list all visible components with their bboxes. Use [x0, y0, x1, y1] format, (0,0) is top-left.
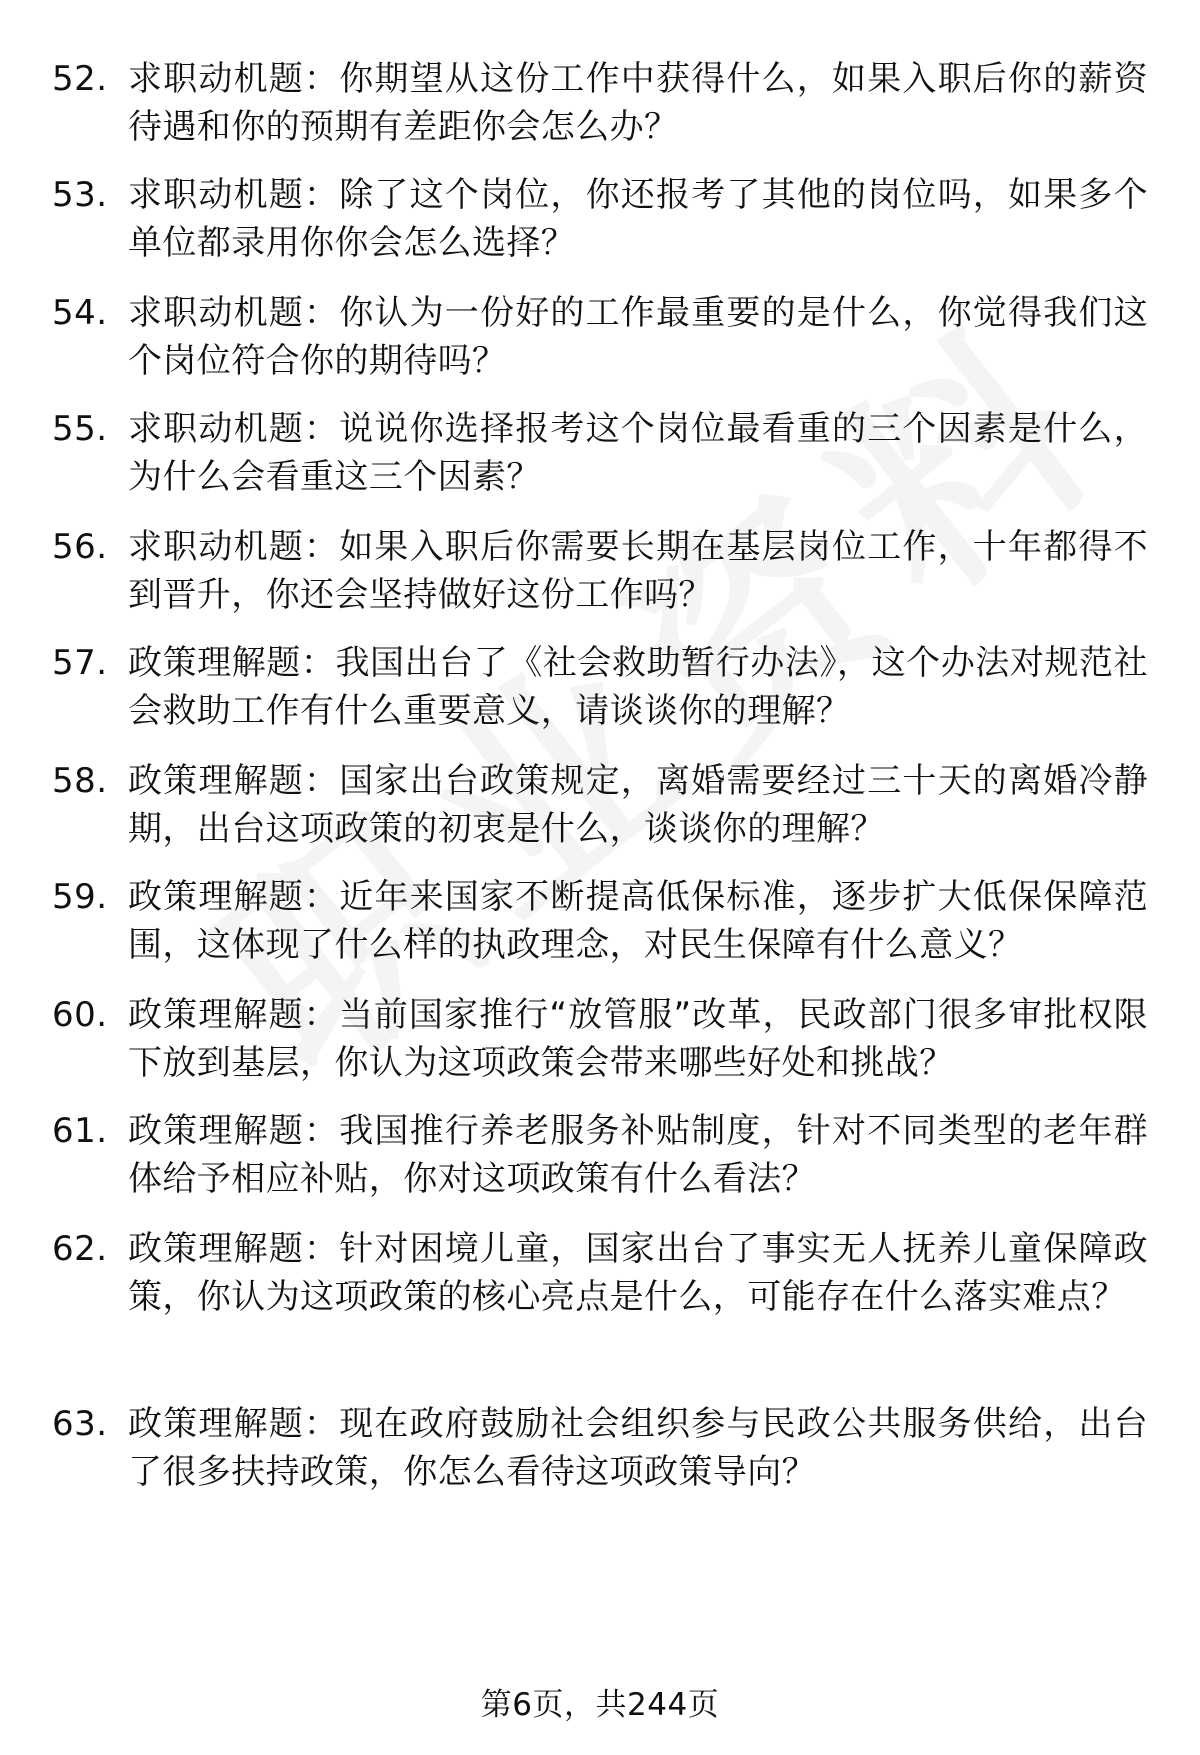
question-text [128, 1400, 1148, 1496]
question-text [128, 1225, 1148, 1321]
question-text [128, 405, 1148, 501]
question-body: 我国推行养老服务补贴制度，针对不同类型的老年群体给予相应补贴，你对这项政策有什么看法？ [128, 1111, 1148, 1199]
question-number: 60. [52, 995, 108, 1035]
question-text [128, 289, 1148, 385]
question-text [128, 873, 1148, 969]
question-number: 62. [52, 1229, 108, 1269]
question-body: 当前国家推行“放管服”改革，民政部门很多审批权限下放到基层，你认为这项政策会带来哪些好处和挑战？ [128, 995, 1148, 1083]
question-category: 政策理解题： [128, 761, 340, 801]
question-number: 63. [52, 1404, 108, 1444]
question-body: 你期望从这份工作中获得什么，如果入职后你的薪资待遇和你的预期有差距你会怎么办？ [128, 59, 1148, 147]
question-category: 政策理解题： [128, 643, 336, 683]
question-body: 我国出台了《社会救助暂行办法》，这个办法对规范社会救助工作有什么重要意义，请谈谈你的理解？ [128, 643, 1148, 731]
question-body: 除了这个岗位，你还报考了其他的岗位吗，如果多个单位都录用你你会怎么选择？ [128, 175, 1148, 263]
question-number: 54. [52, 293, 108, 333]
question-body: 近年来国家不断提高低保标准，逐步扩大低保保障范围，这体现了什么样的执政理念，对民生保障有什么意义？ [128, 877, 1148, 965]
question-number: 53. [52, 175, 108, 215]
question-body: 针对困境儿童，国家出台了事实无人抚养儿童保障政策，你认为这项政策的核心亮点是什么，可能存在什么落实难点？ [128, 1229, 1148, 1317]
question-category: 求职动机题： [128, 175, 340, 215]
question-text [128, 639, 1148, 735]
question-body: 现在政府鼓励社会组织参与民政公共服务供给，出台了很多扶持政策，你怎么看待这项政策导向？ [128, 1404, 1148, 1492]
question-category: 政策理解题： [128, 995, 339, 1035]
question-category: 求职动机题： [128, 409, 340, 449]
question-category: 政策理解题： [128, 1111, 340, 1151]
question-number: 57. [52, 643, 108, 683]
question-body: 国家出台政策规定，离婚需要经过三十天的离婚冷静期，出台这项政策的初衷是什么，谈谈你的理解？ [128, 761, 1148, 849]
question-number: 58. [52, 761, 108, 801]
question-category: 求职动机题： [128, 293, 340, 333]
question-category: 政策理解题： [128, 1229, 340, 1269]
question-number: 55. [52, 409, 108, 449]
question-body: 你认为一份好的工作最重要的是什么，你觉得我们这个岗位符合你的期待吗？ [128, 293, 1148, 381]
question-text [128, 55, 1148, 151]
question-text [128, 523, 1148, 619]
question-number: 59. [52, 877, 108, 917]
question-body: 说说你选择报考这个岗位最看重的三个因素是什么，为什么会看重这三个因素？ [128, 409, 1148, 497]
question-category: 政策理解题： [128, 877, 340, 917]
page-footer: 第6页，共244页 [480, 1687, 720, 1723]
question-text [128, 757, 1148, 853]
question-text [128, 1107, 1148, 1203]
question-number: 56. [52, 527, 108, 567]
question-number: 52. [52, 59, 108, 99]
question-number: 61. [52, 1111, 108, 1151]
question-category: 求职动机题： [128, 527, 340, 567]
question-category: 求职动机题： [128, 59, 340, 99]
question-text [128, 171, 1148, 267]
question-body: 如果入职后你需要长期在基层岗位工作，十年都得不到晋升，你还会坚持做好这份工作吗？ [128, 527, 1148, 615]
question-category: 政策理解题： [128, 1404, 340, 1444]
question-text [128, 991, 1148, 1087]
